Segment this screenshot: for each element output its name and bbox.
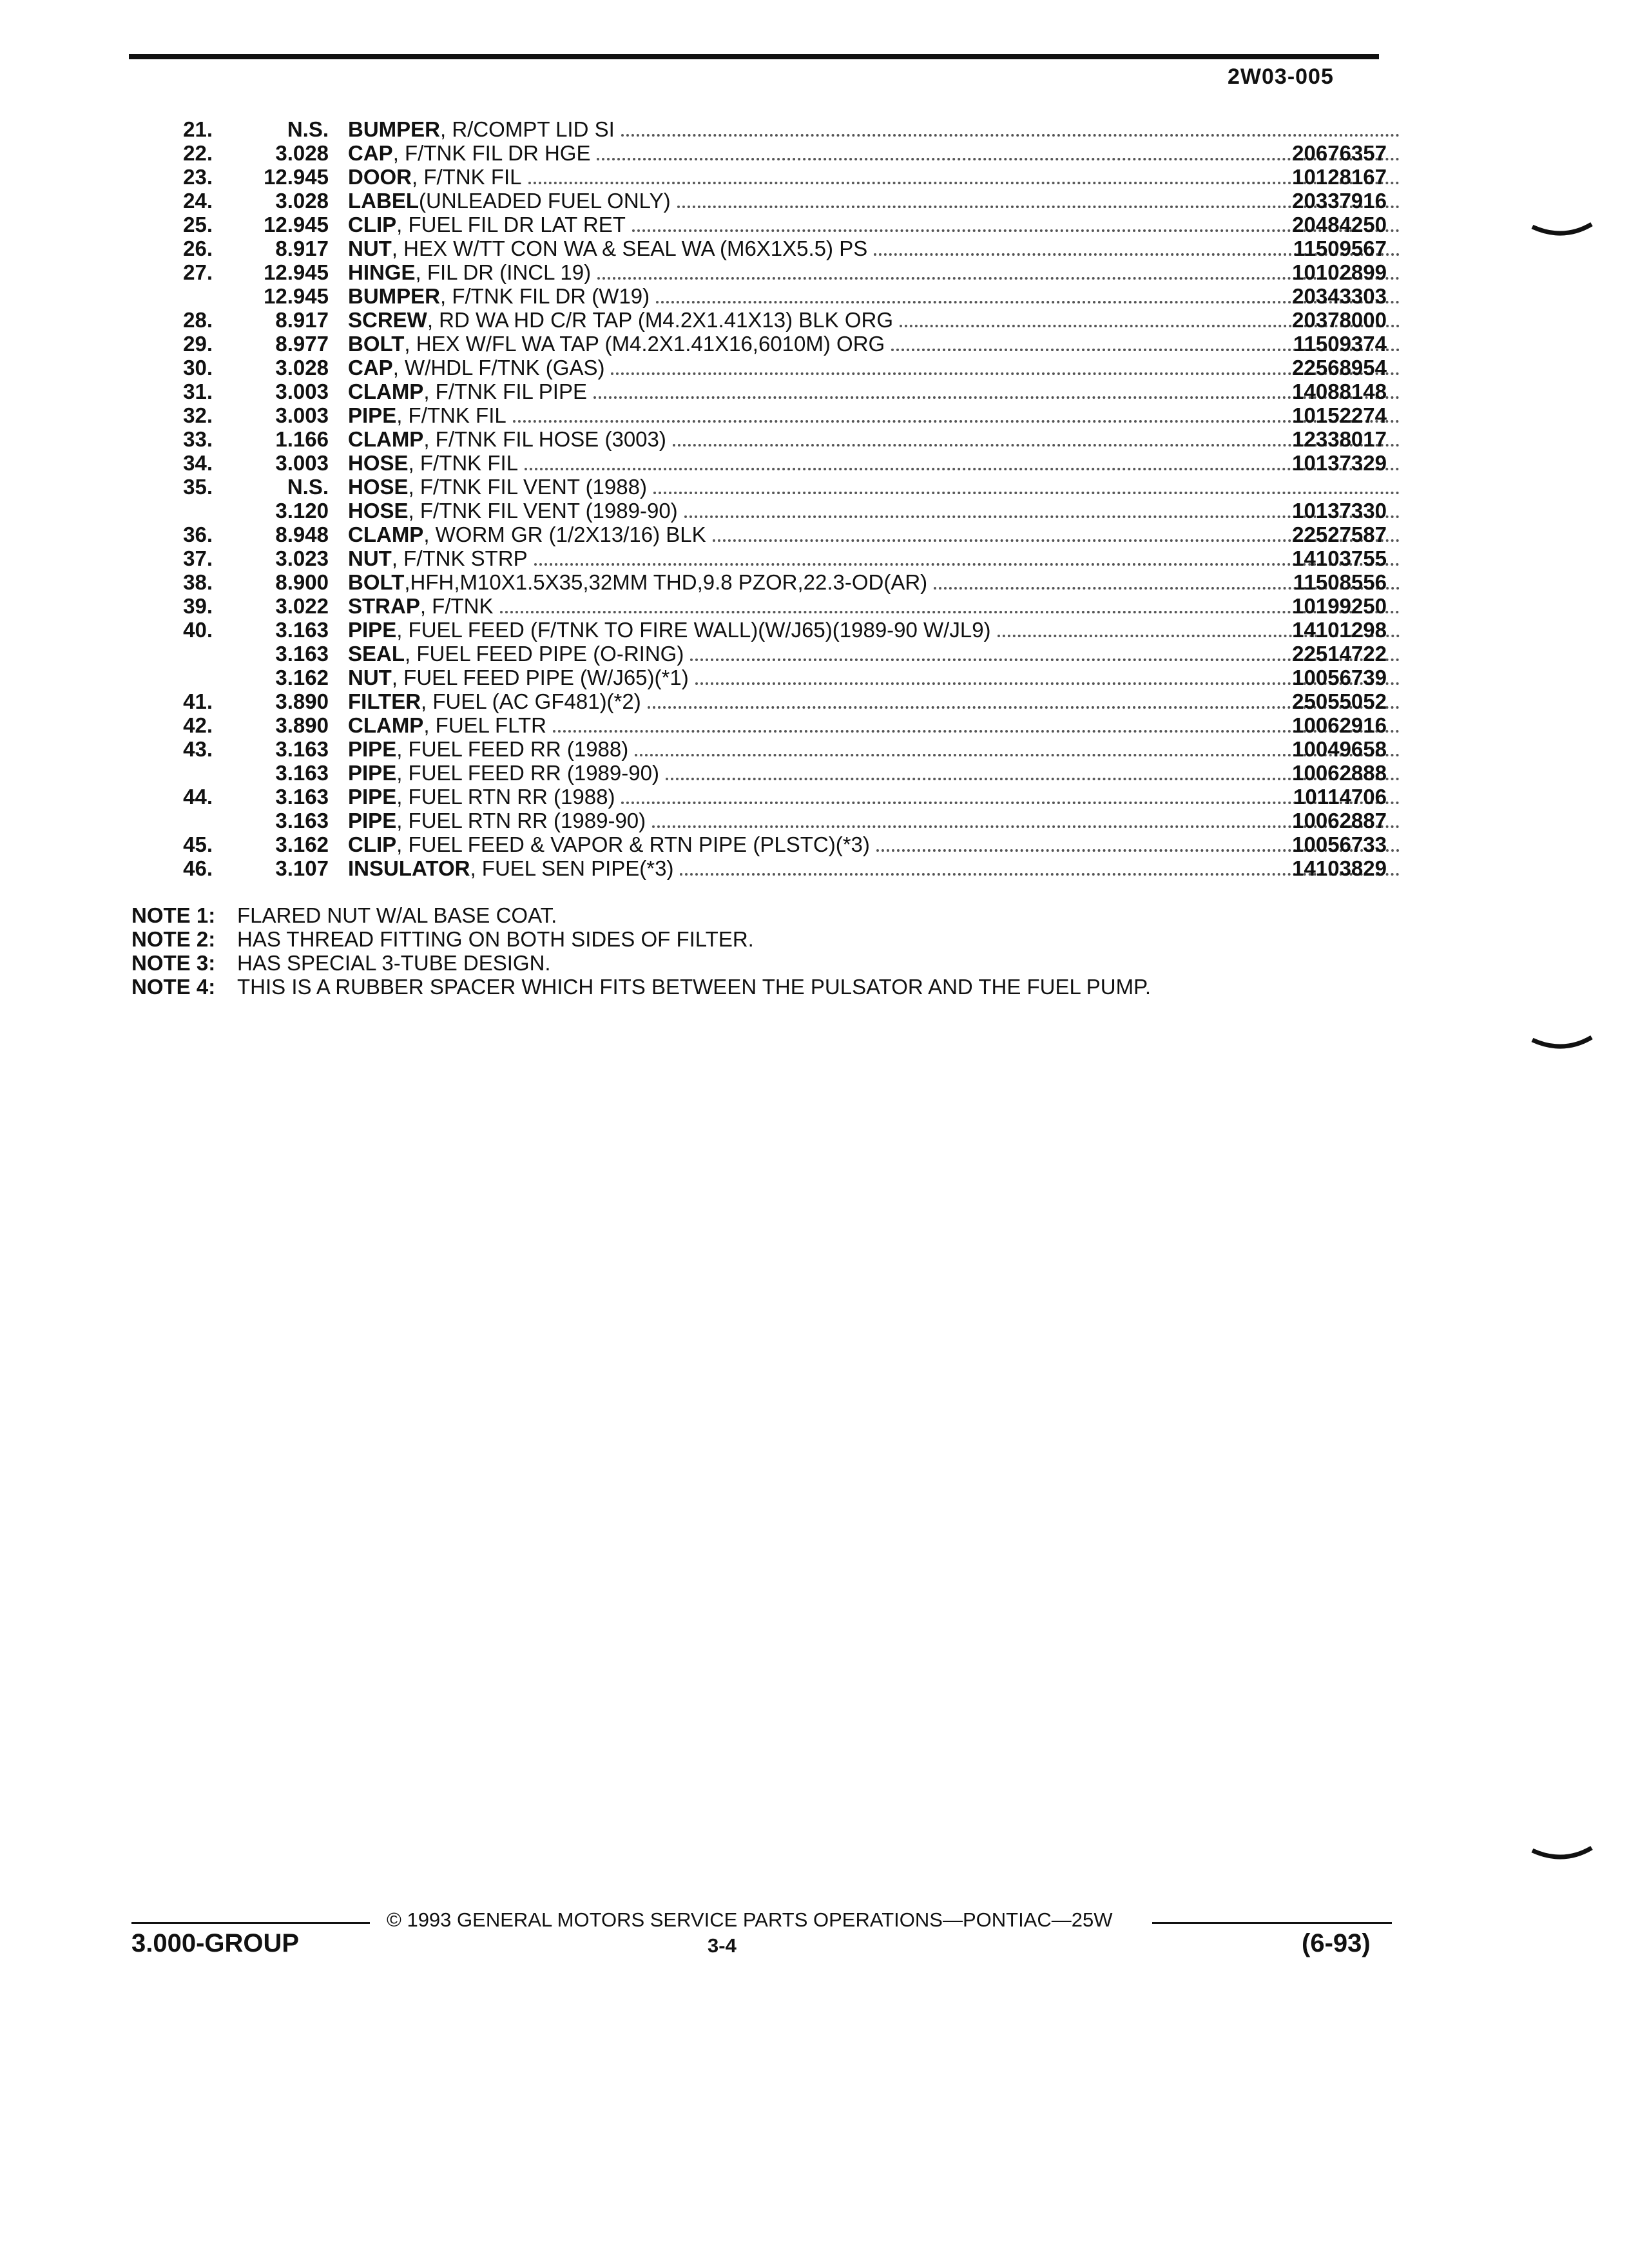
group-number: 3.120 [275, 499, 329, 523]
item-number: 46. [183, 856, 213, 880]
table-row [155, 737, 1387, 761]
part-spec: , F/TNK FIL [412, 165, 522, 189]
item-number: 40. [183, 618, 213, 642]
part-name: HINGE [348, 260, 416, 284]
item-number: 44. [183, 785, 213, 809]
part-spec: , F/TNK FIL DR HGE [392, 141, 591, 165]
part-spec: , HEX W/TT CON WA & SEAL WA (M6X1X5.5) PS [391, 236, 868, 260]
copyright-text: © 1993 GENERAL MOTORS SERVICE PARTS OPERATIONS—PONTIAC—25W [387, 1908, 1113, 1931]
page-code: 2W03-005 [1228, 64, 1334, 89]
table-row [155, 642, 1387, 666]
note-row [131, 951, 1343, 975]
binder-mark [1531, 1035, 1593, 1054]
table-row [155, 475, 1387, 499]
group-number: 3.163 [275, 618, 329, 642]
part-spec: , RD WA HD C/R TAP (M4.2X1.41X13) BLK ORG [427, 308, 894, 332]
table-row [155, 809, 1387, 832]
group-number: 8.948 [275, 523, 329, 546]
note-text: HAS SPECIAL 3-TUBE DESIGN. [237, 951, 551, 975]
part-name: DOOR [348, 165, 412, 189]
part-spec: , FUEL (AC GF481)(*2) [421, 689, 641, 713]
part-name: HOSE [348, 475, 409, 499]
table-row [155, 451, 1387, 475]
group-number: 8.917 [275, 308, 329, 332]
group-number: 3.022 [275, 594, 329, 618]
part-name: LABEL [348, 189, 419, 213]
part-spec: , FIL DR (INCL 19) [415, 260, 592, 284]
part-name: BUMPER [348, 284, 441, 308]
part-name: CLAMP [348, 713, 424, 737]
item-number: 35. [183, 475, 213, 499]
part-spec: , F/TNK FIL VENT (1989-90) [408, 499, 678, 523]
note-label: NOTE 1: [131, 903, 216, 927]
part-name: CLAMP [348, 523, 424, 546]
part-name: SEAL [348, 642, 405, 666]
group-number: 3.023 [275, 546, 329, 570]
part-number: 10137330 [1292, 499, 1387, 523]
table-row [155, 856, 1387, 880]
table-row [155, 832, 1387, 856]
group-number: 3.028 [275, 356, 329, 380]
table-row [155, 332, 1387, 356]
part-number: 22514722 [1292, 642, 1387, 666]
group-number: 3.028 [275, 141, 329, 165]
part-spec: , HEX W/FL WA TAP (M4.2X1.41X16,6010M) ORG [404, 332, 885, 356]
part-spec: , F/TNK [419, 594, 494, 618]
item-number: 37. [183, 546, 213, 570]
part-spec: , F/TNK FIL HOSE (3003) [423, 427, 666, 451]
part-name: PIPE [348, 809, 397, 832]
note-text: THIS IS A RUBBER SPACER WHICH FITS BETWEEN THE PULSATOR AND THE FUEL PUMP. [237, 975, 1152, 999]
part-spec: , F/TNK FIL [408, 451, 519, 475]
part-number: 14088148 [1292, 380, 1387, 403]
item-number: 38. [183, 570, 213, 594]
table-row [155, 117, 1387, 141]
note-row [131, 975, 1343, 999]
group-number: 1.166 [275, 427, 329, 451]
part-spec: , FUEL FIL DR LAT RET [396, 213, 626, 236]
part-number: 14101298 [1292, 618, 1387, 642]
group-number: 3.162 [275, 666, 329, 689]
part-name: CLIP [348, 832, 397, 856]
group-number: 8.917 [275, 236, 329, 260]
group-label: 3.000-GROUP [131, 1929, 300, 1957]
item-number: 42. [183, 713, 213, 737]
item-number: 41. [183, 689, 213, 713]
table-row [155, 618, 1387, 642]
item-number: 32. [183, 403, 213, 427]
part-number: 10128167 [1292, 165, 1387, 189]
table-row [155, 284, 1387, 308]
part-name: BUMPER [348, 117, 441, 141]
note-text: HAS THREAD FITTING ON BOTH SIDES OF FILTER. [237, 927, 754, 951]
group-number: 12.945 [264, 165, 329, 189]
note-label: NOTE 4: [131, 975, 216, 999]
part-spec: , FUEL FLTR [423, 713, 547, 737]
part-number: 10102899 [1292, 260, 1387, 284]
part-spec: , FUEL FEED PIPE (W/J65)(*1) [391, 666, 689, 689]
table-row [155, 523, 1387, 546]
item-number: 22. [183, 141, 213, 165]
part-name: NUT [348, 546, 392, 570]
part-name: STRAP [348, 594, 420, 618]
part-name: CLAMP [348, 427, 424, 451]
part-number: 20343303 [1292, 284, 1387, 308]
table-row [155, 713, 1387, 737]
table-row [155, 570, 1387, 594]
leader-dots [653, 492, 1400, 494]
part-name: BOLT [348, 570, 405, 594]
part-name: PIPE [348, 761, 397, 785]
part-spec: , WORM GR (1/2X13/16) BLK [423, 523, 706, 546]
part-description [348, 117, 1405, 142]
group-number: 3.107 [275, 856, 329, 880]
part-number: 10062916 [1292, 713, 1387, 737]
table-row [155, 260, 1387, 284]
group-number: 3.003 [275, 403, 329, 427]
part-spec: , FUEL FEED (F/TNK TO FIRE WALL)(W/J65)(1989-90 W/JL9) [396, 618, 991, 642]
group-number: 12.945 [264, 260, 329, 284]
note-label: NOTE 3: [131, 951, 216, 975]
note-row [131, 903, 1343, 927]
group-number: 3.003 [275, 451, 329, 475]
revision-date: (6-93) [1302, 1929, 1371, 1957]
part-name: CLAMP [348, 380, 424, 403]
part-number: 20676357 [1292, 141, 1387, 165]
part-description [348, 475, 1405, 500]
table-row [155, 213, 1387, 236]
item-number: 27. [183, 260, 213, 284]
item-number: 28. [183, 308, 213, 332]
table-row [155, 689, 1387, 713]
item-number: 43. [183, 737, 213, 761]
item-number: 34. [183, 451, 213, 475]
group-number: 3.163 [275, 737, 329, 761]
part-name: PIPE [348, 737, 397, 761]
part-spec: , FUEL FEED RR (1988) [396, 737, 629, 761]
item-number: 21. [183, 117, 213, 141]
part-number: 11509374 [1293, 332, 1387, 356]
part-name: BOLT [348, 332, 405, 356]
notes-section [131, 903, 1343, 999]
table-row [155, 594, 1387, 618]
part-spec: ,HFH,M10X1.5X35,32MM THD,9.8 PZOR,22.3-OD(AR) [404, 570, 928, 594]
parts-list [155, 117, 1387, 880]
item-number: 33. [183, 427, 213, 451]
part-number: 10056739 [1292, 666, 1387, 689]
note-row [131, 927, 1343, 951]
part-spec: , R/COMPT LID SI [440, 117, 615, 141]
table-row [155, 546, 1387, 570]
group-number: 3.163 [275, 785, 329, 809]
page-number: 3-4 [708, 1934, 737, 1957]
top-rule [129, 54, 1379, 59]
part-spec: , F/TNK STRP [391, 546, 528, 570]
part-name: FILTER [348, 689, 421, 713]
part-number: 20337916 [1292, 189, 1387, 213]
binder-mark [1531, 222, 1593, 241]
part-name: NUT [348, 666, 392, 689]
group-number: 3.028 [275, 189, 329, 213]
table-row [155, 165, 1387, 189]
group-number: 3.163 [275, 809, 329, 832]
group-number: 3.890 [275, 689, 329, 713]
note-label: NOTE 2: [131, 927, 216, 951]
group-number: N.S. [287, 117, 329, 141]
part-spec: , F/TNK FIL DR (W19) [440, 284, 650, 308]
part-spec: , F/TNK FIL [396, 403, 506, 427]
part-number: 10049658 [1292, 737, 1387, 761]
part-number: 11508556 [1293, 570, 1387, 594]
part-spec: , FUEL FEED RR (1989-90) [396, 761, 659, 785]
footer-rule-left [131, 1922, 370, 1924]
table-row [155, 356, 1387, 380]
part-name: PIPE [348, 403, 397, 427]
part-number: 10152274 [1292, 403, 1387, 427]
item-number: 36. [183, 523, 213, 546]
table-row [155, 236, 1387, 260]
item-number: 29. [183, 332, 213, 356]
part-number: 10114706 [1293, 785, 1387, 809]
item-number: 45. [183, 832, 213, 856]
part-name: CAP [348, 356, 393, 380]
group-number: 3.163 [275, 642, 329, 666]
part-number: 20378000 [1292, 308, 1387, 332]
part-name: PIPE [348, 785, 397, 809]
table-row [155, 141, 1387, 165]
item-number: 31. [183, 380, 213, 403]
part-spec: , FUEL RTN RR (1988) [396, 785, 615, 809]
item-number: 30. [183, 356, 213, 380]
group-number: 8.900 [275, 570, 329, 594]
part-number: 11509567 [1293, 236, 1387, 260]
part-spec: , FUEL RTN RR (1989-90) [396, 809, 646, 832]
group-number: 3.003 [275, 380, 329, 403]
table-row [155, 189, 1387, 213]
table-row [155, 666, 1387, 689]
part-number: 22568954 [1292, 356, 1387, 380]
item-number: 24. [183, 189, 213, 213]
table-row [155, 380, 1387, 403]
part-spec: , FUEL SEN PIPE(*3) [470, 856, 674, 880]
footer-rule-right [1152, 1922, 1392, 1924]
part-number: 10062888 [1292, 761, 1387, 785]
item-number: 26. [183, 236, 213, 260]
part-name: HOSE [348, 499, 409, 523]
binder-mark [1531, 1845, 1593, 1865]
part-number: 14103829 [1292, 856, 1387, 880]
part-number: 20484250 [1292, 213, 1387, 236]
table-row [155, 308, 1387, 332]
part-spec: , F/TNK FIL PIPE [423, 380, 587, 403]
group-number: 8.977 [275, 332, 329, 356]
group-number: N.S. [287, 475, 329, 499]
part-spec: , FUEL FEED PIPE (O-RING) [405, 642, 684, 666]
part-name: HOSE [348, 451, 409, 475]
group-number: 12.945 [264, 284, 329, 308]
part-name: PIPE [348, 618, 397, 642]
part-name: CAP [348, 141, 393, 165]
group-number: 12.945 [264, 213, 329, 236]
part-number: 10137329 [1292, 451, 1387, 475]
part-spec: (UNLEADED FUEL ONLY) [419, 189, 671, 213]
part-number: 10056733 [1292, 832, 1387, 856]
part-name: CLIP [348, 213, 397, 236]
item-number: 39. [183, 594, 213, 618]
part-spec: , F/TNK FIL VENT (1988) [408, 475, 647, 499]
table-row [155, 785, 1387, 809]
part-number: 14103755 [1292, 546, 1387, 570]
table-row [155, 761, 1387, 785]
part-number: 12338017 [1292, 427, 1387, 451]
part-number: 25055052 [1292, 689, 1387, 713]
part-number: 10199250 [1292, 594, 1387, 618]
item-number: 25. [183, 213, 213, 236]
table-row [155, 427, 1387, 451]
table-row [155, 499, 1387, 523]
group-number: 3.890 [275, 713, 329, 737]
part-name: SCREW [348, 308, 427, 332]
part-spec: , FUEL FEED & VAPOR & RTN PIPE (PLSTC)(*3) [396, 832, 870, 856]
leader-dots [621, 134, 1400, 137]
part-spec: , W/HDL F/TNK (GAS) [392, 356, 605, 380]
part-name: NUT [348, 236, 392, 260]
group-number: 3.163 [275, 761, 329, 785]
group-number: 3.162 [275, 832, 329, 856]
item-number: 23. [183, 165, 213, 189]
note-text: FLARED NUT W/AL BASE COAT. [237, 903, 557, 927]
part-name: INSULATOR [348, 856, 470, 880]
part-number: 10062887 [1292, 809, 1387, 832]
table-row [155, 403, 1387, 427]
part-number: 22527587 [1292, 523, 1387, 546]
